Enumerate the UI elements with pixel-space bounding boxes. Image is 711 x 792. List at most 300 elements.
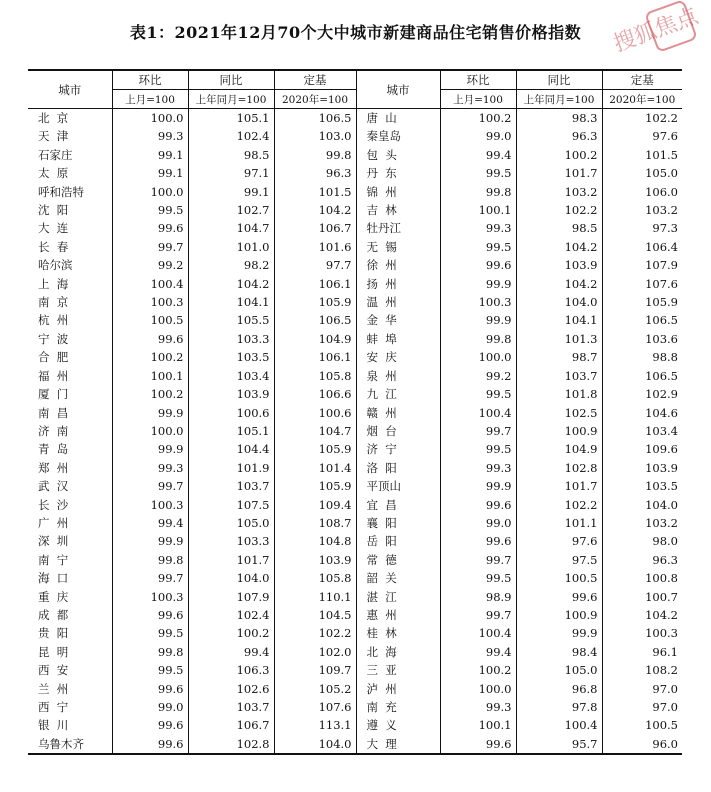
- base-index-cell: 101.5: [602, 146, 682, 164]
- yoy-index-cell: 107.5: [188, 496, 274, 514]
- mom-index-cell: 99.5: [440, 164, 516, 182]
- table-row: [28, 404, 682, 422]
- mom-index-cell: 99.3: [440, 698, 516, 716]
- yoy-index-cell: 103.3: [188, 532, 274, 550]
- base-index-cell: 100.6: [274, 404, 356, 422]
- city-name-cell: 石家庄: [38, 147, 73, 162]
- yoy-index-cell: 101.3: [516, 330, 602, 348]
- yoy-index-cell: 101.7: [516, 164, 602, 182]
- city-name-cell: 遵 义: [356, 716, 440, 734]
- city-name-cell: 三 亚: [356, 661, 440, 679]
- yoy-index-cell: 103.7: [188, 477, 274, 495]
- mom-index-cell: 99.7: [112, 569, 188, 587]
- mom-index-cell: 100.2: [112, 348, 188, 366]
- base-index-cell: 105.8: [274, 367, 356, 385]
- sub-yoy-left: 上年同月=100: [188, 90, 274, 109]
- base-index-cell: 105.2: [274, 680, 356, 698]
- base-index-cell: 103.4: [602, 422, 682, 440]
- base-index-cell: 106.6: [274, 385, 356, 403]
- mom-index-cell: 98.9: [440, 588, 516, 606]
- mom-index-cell: 99.6: [112, 716, 188, 734]
- yoy-index-cell: 101.7: [516, 477, 602, 495]
- city-name-cell: 宜 昌: [356, 496, 440, 514]
- city-name-cell: 武 汉: [38, 479, 69, 494]
- table-row: [28, 146, 682, 164]
- base-index-cell: 106.5: [274, 311, 356, 329]
- base-index-cell: 106.1: [274, 275, 356, 293]
- base-index-cell: 96.0: [602, 735, 682, 754]
- city-name-cell: 泉 州: [356, 367, 440, 385]
- mom-index-cell: 99.5: [112, 661, 188, 679]
- mom-index-cell: 99.2: [112, 256, 188, 274]
- base-index-cell: 106.5: [274, 109, 356, 128]
- mom-index-cell: 100.0: [440, 348, 516, 366]
- mom-index-cell: 99.5: [440, 440, 516, 458]
- city-name-cell: 济 宁: [356, 440, 440, 458]
- city-name-cell: 泸 州: [356, 680, 440, 698]
- city-name-cell: 赣 州: [356, 404, 440, 422]
- mom-index-cell: 99.9: [440, 311, 516, 329]
- mom-index-cell: 100.1: [112, 367, 188, 385]
- city-name-cell: 太 原: [38, 166, 69, 181]
- city-name-cell: 西 宁: [38, 700, 69, 714]
- yoy-index-cell: 104.4: [188, 440, 274, 458]
- base-index-cell: 104.8: [274, 532, 356, 550]
- yoy-index-cell: 96.8: [516, 680, 602, 698]
- city-name-cell: 南 昌: [38, 405, 69, 420]
- city-name-cell: 蚌 埠: [356, 330, 440, 348]
- mom-index-cell: 99.8: [112, 643, 188, 661]
- yoy-index-cell: 98.5: [516, 219, 602, 237]
- city-name-cell: 锦 州: [356, 183, 440, 201]
- mom-index-cell: 99.3: [440, 219, 516, 237]
- yoy-index-cell: 104.1: [188, 293, 274, 311]
- yoy-index-cell: 98.5: [188, 146, 274, 164]
- yoy-index-cell: 106.3: [188, 661, 274, 679]
- base-index-cell: 106.4: [602, 238, 682, 256]
- yoy-index-cell: 102.6: [188, 680, 274, 698]
- city-name-cell: 沈 阳: [38, 203, 69, 218]
- yoy-index-cell: 97.6: [516, 532, 602, 550]
- city-name-cell: 济 南: [38, 423, 69, 438]
- city-name-cell: 九 江: [356, 385, 440, 403]
- mom-index-cell: 99.1: [112, 164, 188, 182]
- mom-index-cell: 100.0: [112, 422, 188, 440]
- yoy-index-cell: 103.9: [516, 256, 602, 274]
- mom-index-cell: 99.0: [440, 514, 516, 532]
- header-city-right: 城市: [356, 70, 440, 109]
- city-name-cell: 徐 州: [356, 256, 440, 274]
- mom-index-cell: 99.1: [112, 146, 188, 164]
- base-index-cell: 108.2: [602, 661, 682, 679]
- city-name-cell: 福 州: [38, 368, 69, 383]
- base-index-cell: 103.2: [602, 201, 682, 219]
- watermark-logo: [593, 0, 703, 70]
- yoy-index-cell: 95.7: [516, 735, 602, 754]
- yoy-index-cell: 101.9: [188, 459, 274, 477]
- city-name-cell: 西 安: [38, 663, 69, 678]
- mom-index-cell: 100.2: [440, 109, 516, 128]
- base-index-cell: 97.3: [602, 219, 682, 237]
- header-city-left: 城市: [28, 70, 112, 109]
- yoy-index-cell: 104.0: [188, 569, 274, 587]
- mom-index-cell: 100.4: [440, 624, 516, 642]
- city-name-cell: 重 庆: [38, 589, 69, 604]
- city-name-cell: 南 宁: [38, 552, 69, 567]
- city-name-cell: 丹 东: [356, 164, 440, 182]
- base-index-cell: 103.2: [602, 514, 682, 532]
- city-name-cell: 宁 波: [38, 331, 69, 346]
- base-index-cell: 99.8: [274, 146, 356, 164]
- mom-index-cell: 99.7: [112, 477, 188, 495]
- city-name-cell: 深 圳: [38, 534, 69, 549]
- base-index-cell: 110.1: [274, 588, 356, 606]
- city-name-cell: 无 锡: [356, 238, 440, 256]
- yoy-index-cell: 99.9: [516, 624, 602, 642]
- city-name-cell: 杭 州: [38, 313, 69, 328]
- base-index-cell: 105.9: [274, 477, 356, 495]
- city-name-cell: 长 沙: [38, 497, 69, 512]
- city-name-cell: 北 京: [38, 111, 69, 125]
- table-row: [28, 385, 682, 403]
- yoy-index-cell: 103.4: [188, 367, 274, 385]
- yoy-index-cell: 104.1: [516, 311, 602, 329]
- city-name-cell: 金 华: [356, 311, 440, 329]
- city-name-cell: 扬 州: [356, 275, 440, 293]
- base-index-cell: 106.1: [274, 348, 356, 366]
- yoy-index-cell: 103.2: [516, 183, 602, 201]
- yoy-index-cell: 102.4: [188, 127, 274, 145]
- sub-mom-right: 上月=100: [440, 90, 516, 109]
- mom-index-cell: 99.6: [440, 532, 516, 550]
- base-index-cell: 105.9: [602, 293, 682, 311]
- mom-index-cell: 99.5: [440, 569, 516, 587]
- yoy-index-cell: 98.2: [188, 256, 274, 274]
- mom-index-cell: 99.6: [112, 680, 188, 698]
- base-index-cell: 106.5: [602, 367, 682, 385]
- price-index-table: [28, 69, 682, 755]
- yoy-index-cell: 99.6: [516, 588, 602, 606]
- base-index-cell: 107.6: [274, 698, 356, 716]
- city-name-cell: 北 海: [356, 643, 440, 661]
- mom-index-cell: 100.5: [112, 311, 188, 329]
- table-row: [28, 127, 682, 145]
- base-index-cell: 103.6: [602, 330, 682, 348]
- base-index-cell: 102.2: [274, 624, 356, 642]
- base-index-cell: 97.6: [602, 127, 682, 145]
- sub-base-left: 2020年=100: [274, 90, 356, 109]
- base-index-cell: 103.9: [602, 459, 682, 477]
- yoy-index-cell: 100.5: [516, 569, 602, 587]
- base-index-cell: 103.0: [274, 127, 356, 145]
- yoy-index-cell: 100.6: [188, 404, 274, 422]
- mom-index-cell: 99.3: [440, 459, 516, 477]
- city-name-cell: 安 庆: [356, 348, 440, 366]
- city-name-cell: 惠 州: [356, 606, 440, 624]
- yoy-index-cell: 103.5: [188, 348, 274, 366]
- mom-index-cell: 99.3: [112, 459, 188, 477]
- mom-index-cell: 99.9: [112, 440, 188, 458]
- city-name-cell: 合 肥: [38, 350, 69, 365]
- city-name-cell: 海 口: [38, 571, 69, 586]
- base-index-cell: 104.7: [274, 422, 356, 440]
- base-index-cell: 101.5: [274, 183, 356, 201]
- city-name-cell: 银 川: [38, 718, 69, 733]
- table-row: [28, 735, 682, 754]
- table-row: [28, 477, 682, 495]
- header-base-right: 定基: [602, 70, 682, 90]
- city-name-cell: 南 京: [38, 295, 69, 310]
- mom-index-cell: 99.6: [440, 256, 516, 274]
- base-index-cell: 102.9: [602, 385, 682, 403]
- yoy-index-cell: 101.7: [188, 551, 274, 569]
- city-name-cell: 襄 阳: [356, 514, 440, 532]
- base-index-cell: 113.1: [274, 716, 356, 734]
- yoy-index-cell: 102.4: [188, 606, 274, 624]
- yoy-index-cell: 97.5: [516, 551, 602, 569]
- mom-index-cell: 99.5: [112, 624, 188, 642]
- table-row: [28, 201, 682, 219]
- yoy-index-cell: 104.0: [516, 293, 602, 311]
- base-index-cell: 105.9: [274, 440, 356, 458]
- mom-index-cell: 100.3: [112, 496, 188, 514]
- base-index-cell: 106.7: [274, 219, 356, 237]
- table-row: [28, 164, 682, 182]
- mom-index-cell: 99.4: [440, 643, 516, 661]
- yoy-index-cell: 105.0: [188, 514, 274, 532]
- yoy-index-cell: 104.2: [516, 238, 602, 256]
- city-name-cell: 乌鲁木齐: [38, 736, 84, 751]
- mom-index-cell: 100.1: [440, 201, 516, 219]
- table-row: [28, 311, 682, 329]
- table-row: [28, 367, 682, 385]
- base-index-cell: 100.7: [602, 588, 682, 606]
- mom-index-cell: 100.4: [112, 275, 188, 293]
- yoy-index-cell: 102.2: [516, 496, 602, 514]
- city-name-cell: 韶 关: [356, 569, 440, 587]
- table-row: [28, 551, 682, 569]
- mom-index-cell: 99.9: [112, 532, 188, 550]
- table-row: [28, 348, 682, 366]
- table-row: [28, 569, 682, 587]
- mom-index-cell: 99.7: [440, 606, 516, 624]
- header-yoy-left: 同比: [188, 70, 274, 90]
- mom-index-cell: 100.1: [440, 716, 516, 734]
- city-name-cell: 昆 明: [38, 644, 69, 659]
- mom-index-cell: 99.7: [112, 238, 188, 256]
- mom-index-cell: 99.0: [112, 698, 188, 716]
- base-index-cell: 108.7: [274, 514, 356, 532]
- table-row: [28, 716, 682, 734]
- city-name-cell: 南 充: [356, 698, 440, 716]
- yoy-index-cell: 104.9: [516, 440, 602, 458]
- city-name-cell: 郑 州: [38, 460, 69, 475]
- header-mom-right: 环比: [440, 70, 516, 90]
- base-index-cell: 103.9: [274, 551, 356, 569]
- yoy-index-cell: 101.0: [188, 238, 274, 256]
- mom-index-cell: 99.9: [440, 275, 516, 293]
- base-index-cell: 100.5: [602, 716, 682, 734]
- base-index-cell: 100.3: [602, 624, 682, 642]
- yoy-index-cell: 98.7: [516, 348, 602, 366]
- city-name-cell: 包 头: [356, 146, 440, 164]
- yoy-index-cell: 102.5: [516, 404, 602, 422]
- table-row: [28, 698, 682, 716]
- table-row: [28, 624, 682, 642]
- yoy-index-cell: 101.1: [516, 514, 602, 532]
- yoy-index-cell: 102.2: [516, 201, 602, 219]
- mom-index-cell: 99.8: [440, 183, 516, 201]
- mom-index-cell: 99.6: [112, 330, 188, 348]
- table-row: [28, 109, 682, 128]
- table-body: [28, 109, 682, 755]
- city-name-cell: 大 理: [356, 735, 440, 754]
- mom-index-cell: 99.3: [112, 127, 188, 145]
- base-index-cell: 96.3: [602, 551, 682, 569]
- city-name-cell: 上 海: [38, 276, 69, 291]
- base-index-cell: 105.8: [274, 569, 356, 587]
- table-title: 表1：2021年12月70个大中城市新建商品住宅销售价格指数: [129, 23, 582, 42]
- sub-mom-left: 上月=100: [112, 90, 188, 109]
- table-row: [28, 293, 682, 311]
- mom-index-cell: 99.6: [440, 735, 516, 754]
- city-name-cell: 厦 门: [38, 387, 69, 402]
- mom-index-cell: 99.6: [112, 606, 188, 624]
- mom-index-cell: 99.5: [112, 201, 188, 219]
- mom-index-cell: 99.5: [440, 385, 516, 403]
- mom-index-cell: 99.4: [440, 146, 516, 164]
- yoy-index-cell: 104.2: [188, 275, 274, 293]
- city-name-cell: 唐 山: [356, 109, 440, 128]
- base-index-cell: 107.9: [602, 256, 682, 274]
- mom-index-cell: 100.2: [440, 661, 516, 679]
- yoy-index-cell: 102.8: [516, 459, 602, 477]
- city-name-cell: 桂 林: [356, 624, 440, 642]
- watermark-text: 搜狐焦点: [610, 3, 702, 58]
- yoy-index-cell: 96.3: [516, 127, 602, 145]
- city-name-cell: 贵 阳: [38, 626, 69, 641]
- table-row: [28, 588, 682, 606]
- yoy-index-cell: 103.7: [188, 698, 274, 716]
- base-index-cell: 109.6: [602, 440, 682, 458]
- table-row: [28, 183, 682, 201]
- table-row: [28, 514, 682, 532]
- yoy-index-cell: 100.4: [516, 716, 602, 734]
- table-row: [28, 219, 682, 237]
- table-row: [28, 532, 682, 550]
- mom-index-cell: 100.2: [112, 385, 188, 403]
- city-name-cell: 秦皇岛: [356, 127, 440, 145]
- yoy-index-cell: 100.9: [516, 606, 602, 624]
- yoy-index-cell: 99.1: [188, 183, 274, 201]
- city-name-cell: 平顶山: [356, 477, 440, 495]
- mom-index-cell: 99.5: [440, 238, 516, 256]
- base-index-cell: 104.2: [602, 606, 682, 624]
- yoy-index-cell: 104.2: [516, 275, 602, 293]
- yoy-index-cell: 106.7: [188, 716, 274, 734]
- table-row: [28, 643, 682, 661]
- yoy-index-cell: 103.3: [188, 330, 274, 348]
- table-row: [28, 238, 682, 256]
- base-index-cell: 104.6: [602, 404, 682, 422]
- header-yoy-right: 同比: [516, 70, 602, 90]
- city-name-cell: 大 连: [38, 221, 69, 236]
- yoy-index-cell: 99.4: [188, 643, 274, 661]
- mom-index-cell: 100.3: [440, 293, 516, 311]
- yoy-index-cell: 105.0: [516, 661, 602, 679]
- mom-index-cell: 99.4: [112, 514, 188, 532]
- sub-base-right: 2020年=100: [602, 90, 682, 109]
- yoy-index-cell: 104.7: [188, 219, 274, 237]
- table-row: [28, 680, 682, 698]
- table-row: [28, 606, 682, 624]
- mom-index-cell: 100.0: [112, 183, 188, 201]
- mom-index-cell: 99.7: [440, 422, 516, 440]
- mom-index-cell: 100.3: [112, 588, 188, 606]
- city-name-cell: 常 德: [356, 551, 440, 569]
- yoy-index-cell: 105.1: [188, 109, 274, 128]
- mom-index-cell: 100.0: [112, 109, 188, 128]
- yoy-index-cell: 107.9: [188, 588, 274, 606]
- city-name-cell: 成 都: [38, 607, 69, 622]
- yoy-index-cell: 102.7: [188, 201, 274, 219]
- base-index-cell: 101.6: [274, 238, 356, 256]
- yoy-index-cell: 97.8: [516, 698, 602, 716]
- base-index-cell: 96.3: [274, 164, 356, 182]
- base-index-cell: 106.5: [602, 311, 682, 329]
- city-name-cell: 温 州: [356, 293, 440, 311]
- mom-index-cell: 99.6: [112, 219, 188, 237]
- yoy-index-cell: 105.5: [188, 311, 274, 329]
- yoy-index-cell: 103.9: [188, 385, 274, 403]
- mom-index-cell: 100.4: [440, 404, 516, 422]
- header-row-1: [28, 70, 682, 90]
- city-name-cell: 兰 州: [38, 681, 69, 696]
- base-index-cell: 105.9: [274, 293, 356, 311]
- base-index-cell: 105.0: [602, 164, 682, 182]
- mom-index-cell: 99.9: [112, 404, 188, 422]
- table-row: [28, 422, 682, 440]
- base-index-cell: 104.0: [602, 496, 682, 514]
- city-name-cell: 岳 阳: [356, 532, 440, 550]
- header-base-left: 定基: [274, 70, 356, 90]
- mom-index-cell: 99.8: [112, 551, 188, 569]
- city-name-cell: 天 津: [38, 129, 69, 144]
- mom-index-cell: 99.0: [440, 127, 516, 145]
- mom-index-cell: 99.6: [440, 496, 516, 514]
- yoy-index-cell: 105.1: [188, 422, 274, 440]
- yoy-index-cell: 101.8: [516, 385, 602, 403]
- city-name-cell: 呼和浩特: [38, 184, 84, 199]
- yoy-index-cell: 100.2: [188, 624, 274, 642]
- city-name-cell: 哈尔滨: [38, 258, 73, 273]
- yoy-index-cell: 97.1: [188, 164, 274, 182]
- base-index-cell: 109.4: [274, 496, 356, 514]
- header-mom-left: 环比: [112, 70, 188, 90]
- base-index-cell: 104.5: [274, 606, 356, 624]
- table-row: [28, 275, 682, 293]
- mom-index-cell: 99.2: [440, 367, 516, 385]
- yoy-index-cell: 100.2: [516, 146, 602, 164]
- table-row: [28, 496, 682, 514]
- base-index-cell: 98.8: [602, 348, 682, 366]
- header-row-2: [28, 90, 682, 109]
- mom-index-cell: 99.9: [440, 477, 516, 495]
- yoy-index-cell: 103.7: [516, 367, 602, 385]
- base-index-cell: 102.2: [602, 109, 682, 128]
- base-index-cell: 96.1: [602, 643, 682, 661]
- city-name-cell: 长 春: [38, 239, 69, 254]
